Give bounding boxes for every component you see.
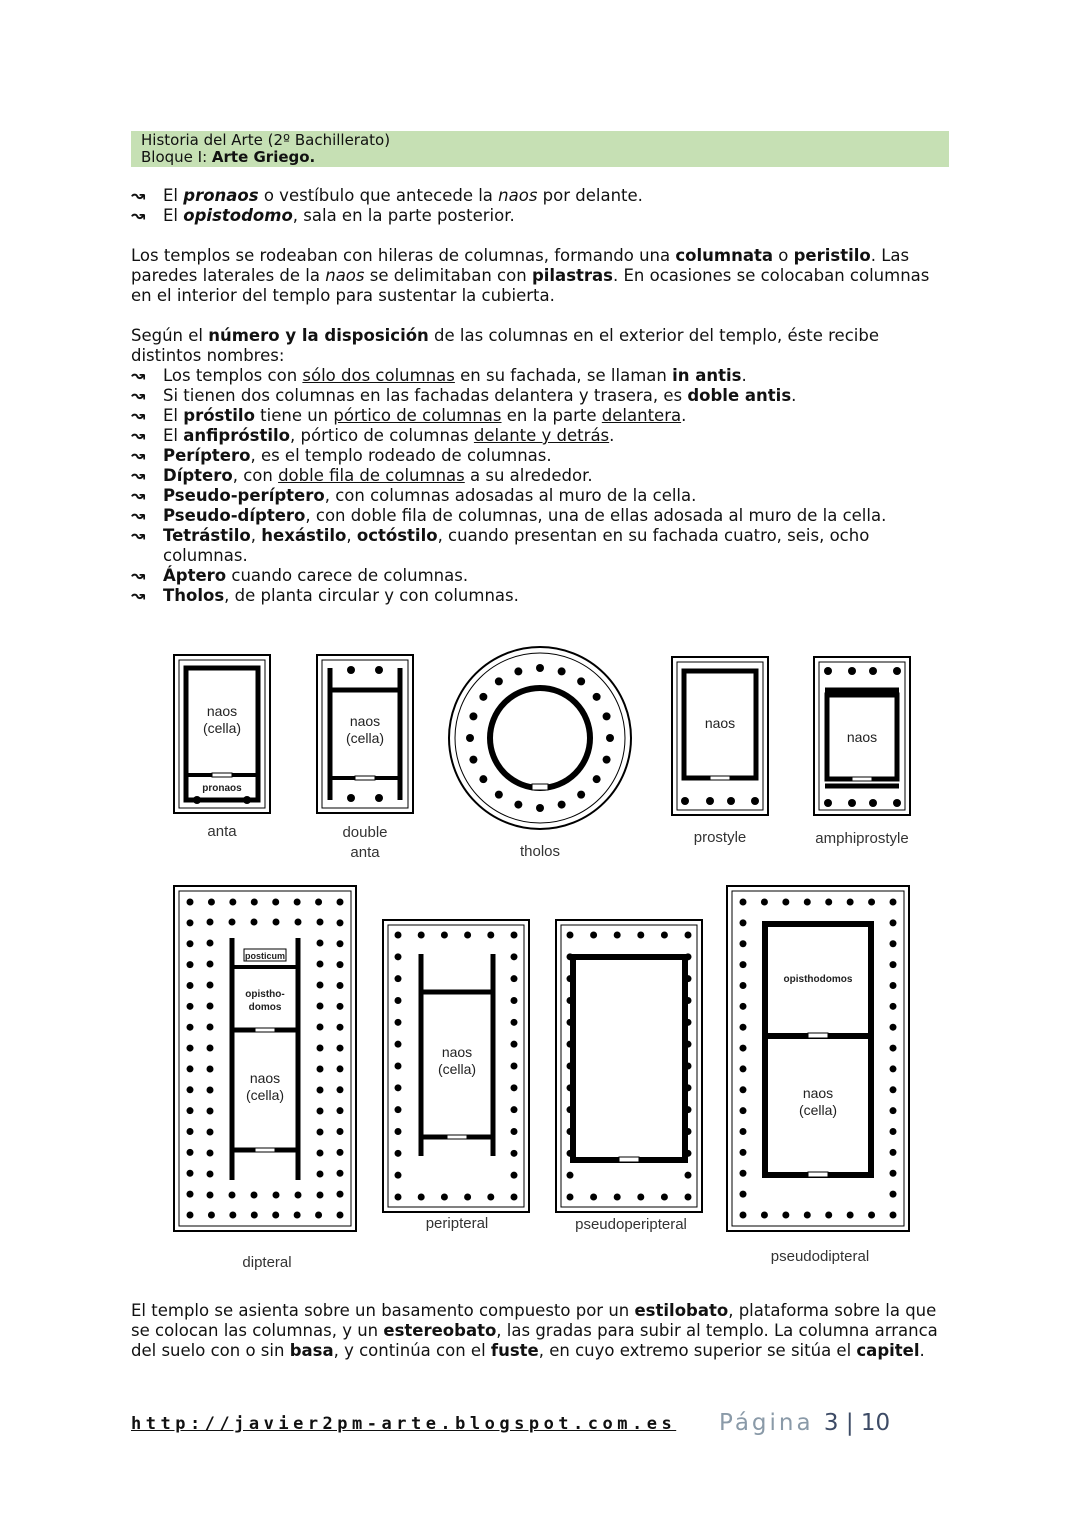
double-anta-caption-2: anta	[350, 844, 380, 861]
bullet-icon: ↝	[131, 486, 146, 506]
column-dot	[317, 1108, 324, 1115]
column-dot	[567, 932, 574, 939]
column-dot	[558, 801, 566, 809]
blog-link[interactable]: http://javier2pm-arte.blogspot.com.es	[131, 1414, 677, 1434]
column-dot	[637, 1194, 644, 1201]
column-dot	[207, 1150, 214, 1157]
column-dot	[890, 1170, 897, 1177]
column-dot	[337, 1065, 344, 1072]
paragraph-disposicion: Según el número y la disposición de las columnas en el exterior del templo, éste recibe distintos nombres:	[131, 326, 879, 365]
column-dot	[207, 1024, 214, 1031]
column-dot	[208, 1212, 215, 1219]
anta-cella-label: (cella)	[202, 720, 242, 736]
column-dot	[685, 1063, 692, 1070]
column-dot	[395, 1150, 402, 1157]
column-dot	[418, 932, 425, 939]
column-dot	[511, 932, 518, 939]
column-dot	[511, 1150, 518, 1157]
column-dot	[740, 919, 747, 926]
dipteral-posticum-label: posticum	[244, 951, 286, 961]
column-dot	[187, 1086, 194, 1093]
column-dot	[740, 961, 747, 968]
column-dot	[337, 919, 344, 926]
column-dot	[207, 1129, 214, 1136]
list-item: ↝ Períptero, es el templo rodeado de columnas.	[131, 446, 552, 466]
column-dot	[606, 734, 614, 742]
column-dot	[740, 1149, 747, 1156]
column-dot	[890, 1045, 897, 1052]
plan-dipteral	[174, 886, 356, 1271]
column-dot	[890, 1212, 897, 1219]
column-dot	[495, 791, 503, 799]
column-dot	[567, 1172, 574, 1179]
column-dot	[469, 712, 477, 720]
column-dot	[685, 975, 692, 982]
plan-peripteral	[383, 920, 529, 1232]
column-dot	[464, 1194, 471, 1201]
column-dot	[593, 775, 601, 783]
column-dot	[337, 1212, 344, 1219]
column-dot	[740, 899, 747, 906]
amphiprostyle-naos-label: naos	[846, 729, 878, 745]
column-dot	[567, 1019, 574, 1026]
column-dot	[511, 1128, 518, 1135]
column-dot	[441, 1194, 448, 1201]
column-dot	[337, 1045, 344, 1052]
column-dot	[187, 982, 194, 989]
column-dot	[685, 1150, 692, 1157]
column-dot	[511, 953, 518, 960]
list-item: ↝ Tetrástilo, hexástilo, octóstilo, cuando presentan en su fachada cuatro, seis, ocho columnas.	[131, 526, 870, 565]
dipteral-opis-label-1: opistho-	[245, 989, 285, 1000]
column-dot	[187, 1149, 194, 1156]
column-dot	[685, 1019, 692, 1026]
column-dot	[337, 899, 344, 906]
column-dot	[207, 982, 214, 989]
column-dot	[761, 899, 768, 906]
column-dot	[782, 1212, 789, 1219]
column-dot	[395, 1019, 402, 1026]
bullet-icon: ↝	[131, 186, 146, 206]
column-dot	[495, 677, 503, 685]
column-dot	[187, 919, 194, 926]
column-dot	[761, 1212, 768, 1219]
column-dot	[740, 1170, 747, 1177]
page-footer	[131, 1410, 949, 1436]
bullet-icon: ↝	[131, 446, 146, 466]
column-dot	[740, 1045, 747, 1052]
amphiprostyle-caption: amphiprostyle	[815, 830, 909, 847]
column-dot	[847, 899, 854, 906]
list-item: ↝ El próstilo tiene un pórtico de columnas en la parte delantera.	[131, 406, 687, 426]
column-dot	[577, 677, 585, 685]
peripteral-cella-label: (cella)	[437, 1061, 477, 1077]
pseudodipteral-caption: pseudodipteral	[770, 1248, 870, 1265]
peripteral-naos-label: naos	[441, 1044, 473, 1060]
column-dot	[685, 1194, 692, 1201]
column-dot	[187, 1045, 194, 1052]
column-dot	[317, 1129, 324, 1136]
column-dot	[337, 982, 344, 989]
column-dot	[272, 899, 279, 906]
anta-naos-label: naos	[206, 703, 238, 719]
column-dot	[685, 932, 692, 939]
tholos-caption: tholos	[519, 843, 561, 860]
double-anta-cella-label: (cella)	[345, 730, 385, 746]
column-dot	[511, 997, 518, 1004]
column-dot	[315, 899, 322, 906]
column-dot	[187, 1212, 194, 1219]
column-dot	[207, 1108, 214, 1115]
column-dot	[317, 1003, 324, 1010]
plan-pseudoperipteral	[556, 920, 702, 1233]
column-dot	[317, 961, 324, 968]
prostyle-naos-label: naos	[704, 715, 736, 731]
column-dot	[590, 1194, 597, 1201]
column-dot	[395, 997, 402, 1004]
column-dot	[337, 1003, 344, 1010]
intro-bullets	[131, 186, 949, 226]
column-dot	[187, 1024, 194, 1031]
column-dot	[317, 940, 324, 947]
column-dot	[187, 1107, 194, 1114]
column-dot	[740, 1086, 747, 1093]
temple-types-list	[131, 366, 949, 606]
list-item: ↝ Tholos, de planta circular y con columnas.	[131, 586, 519, 606]
column-dot	[890, 899, 897, 906]
dipteral-naos-label: naos	[249, 1070, 281, 1086]
column-dot	[395, 1172, 402, 1179]
column-dot	[229, 919, 236, 926]
list-item: ↝ Pseudo-díptero, con doble fila de columnas, una de ellas adosada al muro de la cella.	[131, 506, 887, 526]
dipteral-opis-label-2: domos	[248, 1002, 282, 1013]
column-dot	[187, 1191, 194, 1198]
plan-pseudodipteral	[727, 886, 909, 1265]
column-dot	[511, 1063, 518, 1070]
column-dot	[315, 1212, 322, 1219]
list-item: ↝ El anfipróstilo, pórtico de columnas delante y detrás.	[131, 426, 615, 446]
column-dot	[567, 1041, 574, 1048]
column-dot	[577, 791, 585, 799]
column-dot	[804, 1212, 811, 1219]
column-dot	[603, 756, 611, 764]
column-dot	[187, 1128, 194, 1135]
plan-double-anta	[317, 655, 413, 861]
column-dot	[187, 1003, 194, 1010]
column-dot	[868, 899, 875, 906]
column-dot	[740, 940, 747, 947]
column-dot	[567, 1063, 574, 1070]
temple-plans-diagram	[165, 640, 925, 1280]
column-dot	[685, 1106, 692, 1113]
column-dot	[466, 734, 474, 742]
column-dot	[890, 1128, 897, 1135]
column-dot	[294, 1212, 301, 1219]
column-dot	[593, 693, 601, 701]
bullet-icon: ↝	[131, 566, 146, 586]
column-dot	[567, 1150, 574, 1157]
column-dot	[395, 975, 402, 982]
column-dot	[395, 1063, 402, 1070]
column-dot	[187, 899, 194, 906]
column-dot	[464, 932, 471, 939]
column-dot	[317, 1087, 324, 1094]
column-dot	[890, 1086, 897, 1093]
column-dot	[685, 1041, 692, 1048]
column-dot	[868, 1212, 875, 1219]
column-dot	[890, 1107, 897, 1114]
header-block: Bloque I: Arte Griego.	[141, 148, 316, 166]
document-header	[131, 131, 949, 167]
prostyle-caption: prostyle	[693, 829, 747, 846]
column-dot	[395, 932, 402, 939]
column-dot	[337, 1128, 344, 1135]
column-dot	[295, 1192, 302, 1199]
bullet-icon: ↝	[131, 466, 146, 486]
peripteral-caption: peripteral	[425, 1215, 489, 1232]
column-dot	[511, 1041, 518, 1048]
column-dot	[479, 775, 487, 783]
column-dot	[685, 953, 692, 960]
column-dot	[637, 932, 644, 939]
column-dot	[511, 975, 518, 982]
column-dot	[317, 982, 324, 989]
column-dot	[590, 932, 597, 939]
pseudodipteral-cella-label: (cella)	[798, 1102, 838, 1118]
dipteral-cella-label: (cella)	[245, 1087, 285, 1103]
column-dot	[740, 982, 747, 989]
column-dot	[661, 932, 668, 939]
list-item: ↝ El pronaos o vestíbulo que antecede la naos por delante.	[131, 186, 643, 206]
column-dot	[685, 1172, 692, 1179]
column-dot	[337, 1107, 344, 1114]
column-dot	[337, 1024, 344, 1031]
column-dot	[187, 1170, 194, 1177]
column-dot	[614, 1194, 621, 1201]
column-dot	[272, 1212, 279, 1219]
column-dot	[558, 667, 566, 675]
column-dot	[251, 1192, 258, 1199]
column-dot	[337, 940, 344, 947]
anta-caption: anta	[207, 823, 237, 840]
column-dot	[567, 1194, 574, 1201]
column-dot	[229, 1212, 236, 1219]
column-dot	[890, 961, 897, 968]
double-anta-naos-label: naos	[349, 713, 381, 729]
column-dot	[740, 1003, 747, 1010]
column-dot	[514, 667, 522, 675]
column-dot	[567, 1106, 574, 1113]
column-dot	[567, 975, 574, 982]
column-dot	[890, 1024, 897, 1031]
column-dot	[229, 899, 236, 906]
anta-pronaos-label: pronaos	[202, 783, 242, 794]
column-dot	[685, 1084, 692, 1091]
list-item: ↝ Díptero, con doble fila de columnas a su alrededor.	[131, 466, 593, 486]
column-dot	[208, 899, 215, 906]
column-dot	[603, 712, 611, 720]
bullet-icon: ↝	[131, 506, 146, 526]
bullet-icon: ↝	[131, 526, 146, 546]
column-dot	[511, 1106, 518, 1113]
column-dot	[229, 1192, 236, 1199]
column-dot	[511, 1019, 518, 1026]
column-dot	[567, 1084, 574, 1091]
dipteral-columns	[187, 899, 344, 1219]
dipteral-caption: dipteral	[242, 1254, 292, 1271]
column-dot	[479, 693, 487, 701]
column-dot	[317, 1192, 324, 1199]
list-item: ↝ El opistodomo, sala en la parte posterior.	[131, 206, 515, 226]
column-dot	[273, 1192, 280, 1199]
page-indicator: Página 3 | 10	[719, 1410, 891, 1436]
bullet-icon: ↝	[131, 586, 146, 606]
column-dot	[317, 1171, 324, 1178]
bullet-icon: ↝	[131, 406, 146, 426]
column-dot	[207, 919, 214, 926]
bullet-icon: ↝	[131, 386, 146, 406]
column-dot	[685, 1128, 692, 1135]
column-dot	[395, 1084, 402, 1091]
column-dot	[469, 756, 477, 764]
column-dot	[395, 1041, 402, 1048]
column-dot	[207, 1045, 214, 1052]
column-dot	[337, 1170, 344, 1177]
bullet-icon: ↝	[131, 206, 146, 226]
column-dot	[890, 1003, 897, 1010]
plan-prostyle	[672, 657, 768, 846]
column-dot	[317, 1024, 324, 1031]
column-dot	[847, 1212, 854, 1219]
header-course: Historia del Arte (2º Bachillerato)	[141, 131, 391, 149]
column-dot	[395, 953, 402, 960]
column-dot	[890, 919, 897, 926]
column-dot	[207, 940, 214, 947]
column-dot	[567, 997, 574, 1004]
column-dot	[251, 1212, 258, 1219]
column-dot	[337, 1086, 344, 1093]
plan-tholos	[449, 647, 631, 860]
column-dot	[273, 919, 280, 926]
column-dot	[317, 1066, 324, 1073]
column-dot	[825, 1212, 832, 1219]
column-dot	[567, 953, 574, 960]
column-dot	[890, 940, 897, 947]
column-dot	[207, 1192, 214, 1199]
column-dot	[890, 982, 897, 989]
column-dot	[337, 961, 344, 968]
column-dot	[567, 1128, 574, 1135]
column-dot	[187, 940, 194, 947]
column-dot	[514, 801, 522, 809]
column-dot	[317, 1150, 324, 1157]
column-dot	[295, 919, 302, 926]
column-dot	[337, 1191, 344, 1198]
list-item: ↝ Si tienen dos columnas en las fachadas delantera y trasera, es doble antis.	[131, 386, 797, 406]
column-dot	[337, 1149, 344, 1156]
list-item: ↝ Los templos con sólo dos columnas en su fachada, se llaman in antis.	[131, 366, 747, 386]
pseudoperipteral-caption: pseudoperipteral	[575, 1216, 687, 1233]
column-dot	[317, 1045, 324, 1052]
paragraph-estilobato: El templo se asienta sobre un basamento compuesto por un estilobato, plataforma sobre la que se colocan las columnas, y un estereobato, las gradas para subir al templo. La columna arranca del suelo con o sin basa, y continúa con el fuste, en cuyo extremo superior se sitúa el capitel.	[131, 1301, 938, 1360]
column-dot	[511, 1172, 518, 1179]
column-dot	[207, 1087, 214, 1094]
paragraph-columnata: Los templos se rodeaban con hileras de columnas, formando una columnata o peristilo. Las paredes laterales de la naos se delimitaban con pilastras. En ocasiones se colocaban columnas en el interior del templo para sustentar la cubierta.	[131, 246, 930, 305]
column-dot	[207, 1003, 214, 1010]
list-item: ↝ Pseudo-períptero, con columnas adosadas al muro de la cella.	[131, 486, 697, 506]
column-dot	[782, 899, 789, 906]
pseudodipteral-opis-label: opisthodomos	[783, 974, 853, 985]
column-dot	[511, 1194, 518, 1201]
column-dot	[740, 1065, 747, 1072]
column-dot	[890, 1149, 897, 1156]
column-dot	[187, 961, 194, 968]
column-dot	[487, 1194, 494, 1201]
column-dot	[294, 899, 301, 906]
column-dot	[441, 932, 448, 939]
list-item: ↝ Áptero cuando carece de columnas.	[131, 566, 469, 586]
column-dot	[207, 961, 214, 968]
column-dot	[251, 899, 258, 906]
column-dot	[536, 804, 544, 812]
double-anta-caption-1: double	[342, 824, 388, 841]
column-dot	[614, 932, 621, 939]
column-dot	[207, 1171, 214, 1178]
column-dot	[207, 1066, 214, 1073]
bullet-icon: ↝	[131, 426, 146, 446]
column-dot	[187, 1065, 194, 1072]
column-dot	[685, 997, 692, 1004]
column-dot	[487, 932, 494, 939]
column-dot	[251, 919, 258, 926]
column-dot	[890, 1065, 897, 1072]
plan-anta	[174, 655, 270, 840]
column-dot	[395, 1106, 402, 1113]
column-dot	[395, 1128, 402, 1135]
column-dot	[317, 919, 324, 926]
column-dot	[740, 1128, 747, 1135]
column-dot	[395, 1194, 402, 1201]
column-dot	[804, 899, 811, 906]
column-dot	[661, 1194, 668, 1201]
pseudodipteral-naos-label: naos	[802, 1085, 834, 1101]
column-dot	[740, 1212, 747, 1219]
column-dot	[511, 1084, 518, 1091]
column-dot	[825, 899, 832, 906]
bullet-icon: ↝	[131, 366, 146, 386]
column-dot	[740, 1107, 747, 1114]
column-dot	[418, 1194, 425, 1201]
column-dot	[536, 664, 544, 672]
column-dot	[890, 1191, 897, 1198]
plan-amphiprostyle	[814, 657, 910, 847]
column-dot	[740, 1024, 747, 1031]
column-dot	[740, 1191, 747, 1198]
